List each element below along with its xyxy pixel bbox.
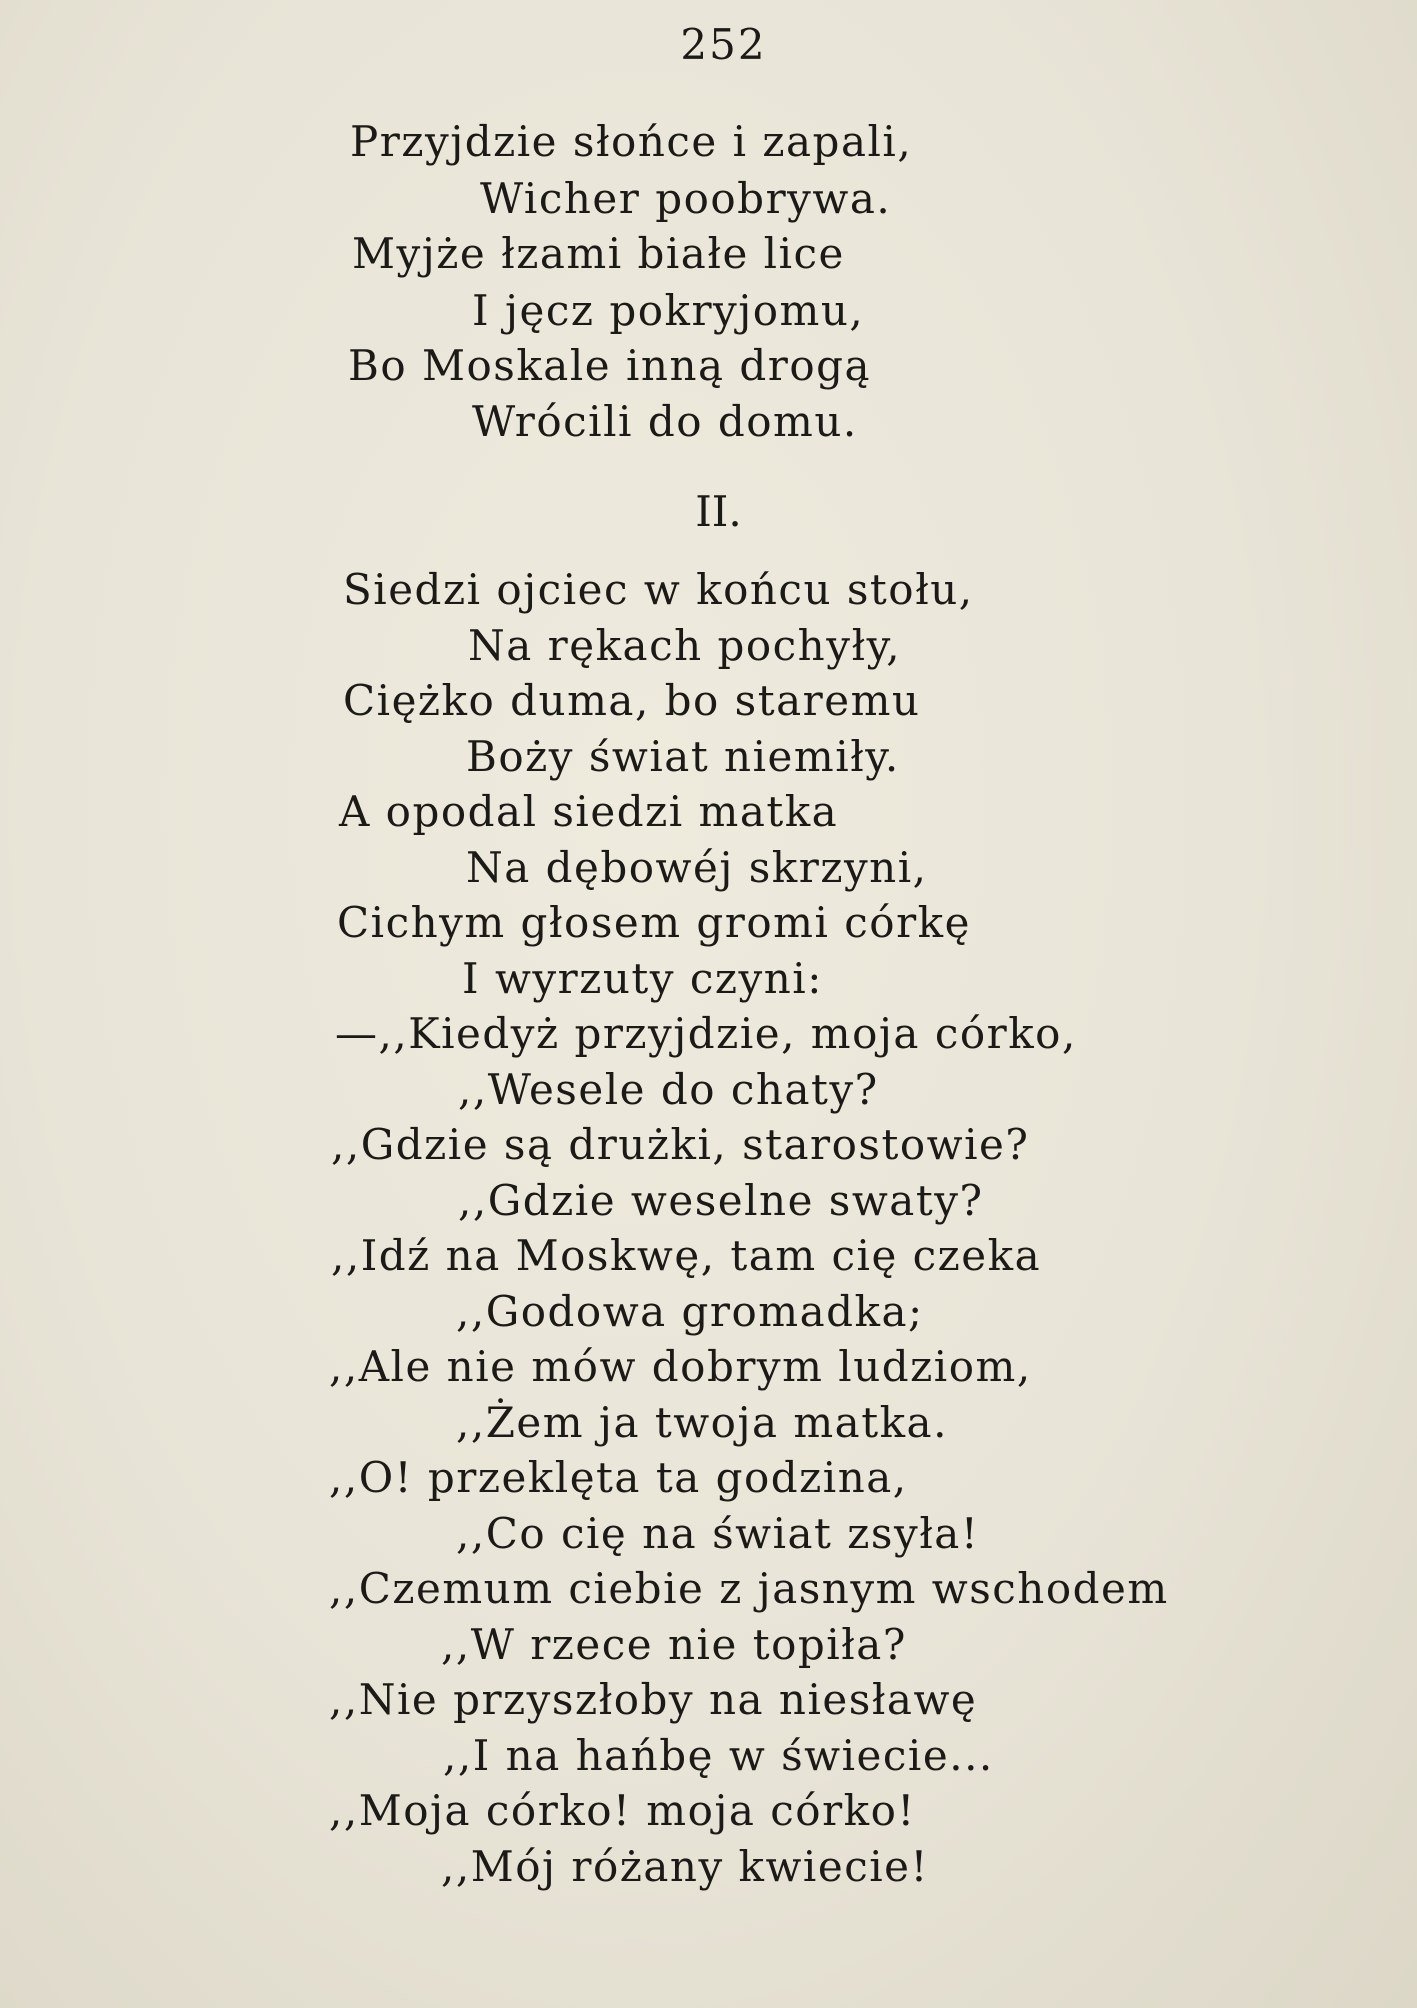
poem-line: Przyjdzie słońce i zapali, [350,117,913,166]
poem-line: ,,Idź na Moskwę, tam cię czeka [331,1231,1042,1280]
poem-line: ,,Gdzie są drużki, starostowie? [331,1120,1030,1169]
poem-line: ,,Żem ja twoja matka. [456,1398,948,1447]
poem-line: I wyrzuty czyni: [462,954,823,1003]
poem-line: ,,Czemum ciebie z jasnym wschodem [329,1564,1169,1613]
poem-line: I jęcz pokryjomu, [472,286,865,335]
poem-line: Wrócili do domu. [472,397,858,446]
poem-line: ,,Mój różany kwiecie! [441,1842,929,1891]
poem-line: A opodal siedzi matka [339,787,839,836]
page-number: 252 [680,20,767,69]
poem-line: ,,Gdzie weselne swaty? [458,1176,984,1225]
poem-line: ,,Wesele do chaty? [458,1065,879,1114]
poem-line: ,,Godowa gromadka; [456,1287,924,1336]
poem-line: Myjże łzami białe lice [352,229,845,278]
section-heading: II. [695,487,742,536]
poem-line: Na dębowéj skrzyni, [466,843,928,892]
poem-line: Siedzi ojciec w końcu stołu, [343,565,974,614]
poem-line: ,,Nie przyszłoby na niesławę [329,1675,978,1724]
poem-line: Wicher poobrywa. [480,174,892,223]
poem-line: ,,Co cię na świat zsyła! [456,1509,980,1558]
poem-line: Boży świat niemiły. [466,732,900,781]
poem-line: Bo Moskale inną drogą [348,341,872,390]
poem-line: —,,Kiedyż przyjdzie, moja córko, [335,1009,1077,1058]
poem-line: Na rękach pochyły, [468,621,902,670]
poem-line: ,,I na hańbę w świecie... [443,1731,994,1780]
poem-line: Ciężko duma, bo staremu [343,676,921,725]
poem-line: Cichym głosem gromi córkę [337,898,971,947]
poem-line: ,,O! przeklęta ta godzina, [329,1453,908,1502]
poem-line: ,,Ale nie mów dobrym ludziom, [329,1342,1032,1391]
poem-line: ,,Moja córko! moja córko! [329,1786,916,1835]
poem-line: ,,W rzece nie topiła? [441,1620,907,1669]
